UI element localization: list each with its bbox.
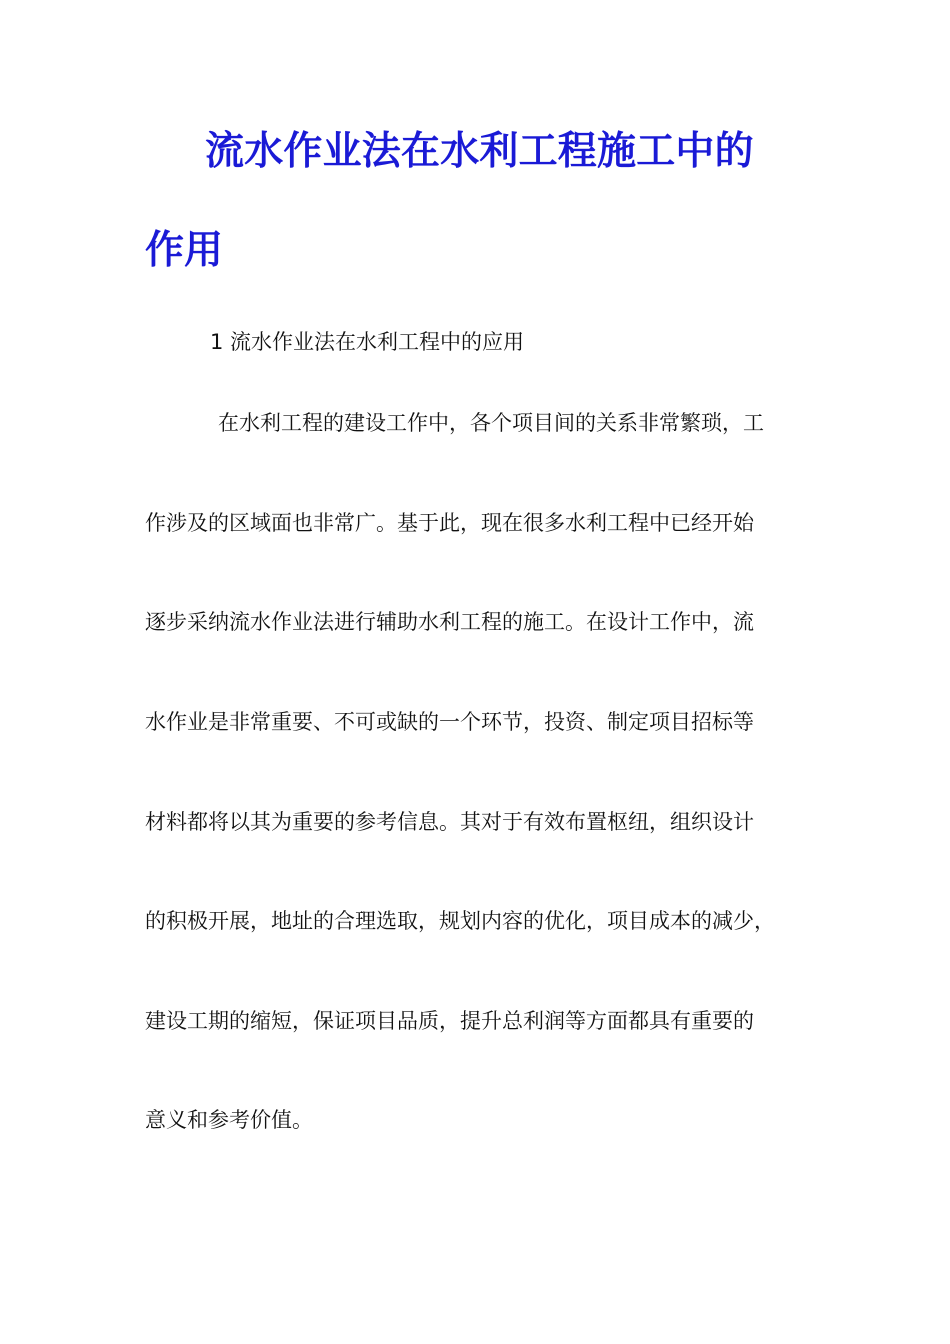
section-heading: 1 流水作业法在水利工程中的应用 [210, 330, 525, 354]
paragraph-line: 建设工期的缩短，保证项目品质，提升总利润等方面都具有重要的 [145, 1009, 754, 1033]
paragraph-line: 逐步采纳流水作业法进行辅助水利工程的施工。在设计工作中，流 [145, 610, 754, 634]
paragraph-line: 意义和参考价值。 [145, 1108, 313, 1132]
document-title-line-2: 作用 [145, 227, 224, 273]
paragraph-line: 在水利工程的建设工作中，各个项目间的关系非常繁琐，工 [218, 411, 764, 435]
paragraph-line: 作涉及的区域面也非常广。基于此，现在很多水利工程中已经开始 [145, 511, 754, 535]
paragraph-line: 的积极开展，地址的合理选取，规划内容的优化，项目成本的减少， [145, 909, 775, 933]
document-title-line-1: 流水作业法在水利工程施工中的 [205, 128, 754, 174]
paragraph-line: 材料都将以其为重要的参考信息。其对于有效布置枢纽，组织设计 [145, 810, 754, 834]
paragraph-line: 水作业是非常重要、不可或缺的一个环节，投资、制定项目招标等 [145, 710, 754, 734]
